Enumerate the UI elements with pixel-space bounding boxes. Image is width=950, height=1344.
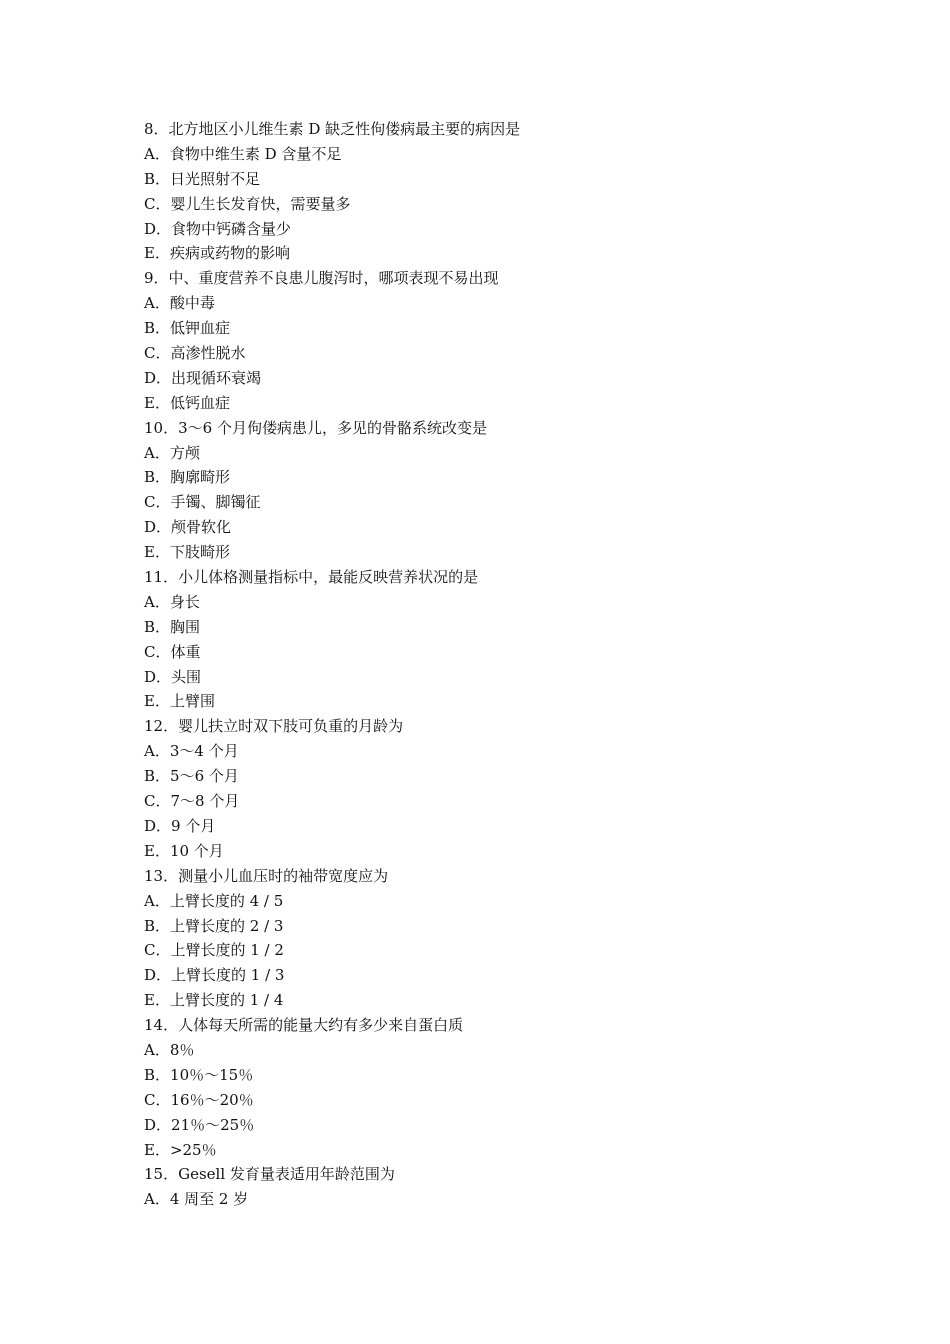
option-b: B．日光照射不足 (144, 169, 261, 188)
option-a: A．8％ (144, 1040, 195, 1059)
option-c: C．7～8 个月 (144, 792, 240, 811)
option-b: B．5～6 个月 (144, 767, 239, 786)
question-stem: 13．测量小儿血压时的袖带宽度应为 (144, 866, 389, 885)
option-b: B．低钾血症 (144, 319, 231, 338)
option-c: C．婴儿生长发育快，需要量多 (144, 194, 351, 213)
option-e: E．>25％ (144, 1140, 217, 1159)
option-a: A．食物中维生素 D 含量不足 (144, 144, 342, 163)
question-stem: 8．北方地区小儿维生素 D 缺乏性佝偻病最主要的病因是 (144, 120, 521, 138)
option-d: D．头围 (144, 667, 202, 686)
option-c: C．手镯、脚镯征 (144, 493, 261, 512)
option-a: A．上臂长度的 4 / 5 (144, 891, 284, 910)
question-stem: 15．Gesell 发育量表适用年龄范围为 (144, 1165, 395, 1184)
question-stem: 10．3～6 个月佝偻病患儿，多见的骨骼系统改变是 (144, 418, 487, 437)
option-a: A．3～4 个月 (144, 742, 239, 761)
option-a: A．身长 (144, 592, 200, 611)
option-d: D．上臂长度的 1 / 3 (144, 966, 285, 985)
option-d: D．颅骨软化 (144, 518, 232, 537)
option-b: B．胸廓畸形 (144, 468, 231, 487)
question-stem: 14．人体每天所需的能量大约有多少来自蛋白质 (144, 1016, 464, 1035)
option-b: B．胸围 (144, 617, 201, 636)
option-a: A．方颅 (144, 443, 200, 462)
option-a: A．4 周至 2 岁 (144, 1190, 249, 1209)
option-b: B．10％～15％ (144, 1065, 254, 1084)
option-e: E．下肢畸形 (144, 543, 230, 562)
option-c: C．高渗性脱水 (144, 344, 246, 363)
option-d: D．食物中钙磷含量少 (144, 219, 292, 238)
option-c: C．上臂长度的 1 / 2 (144, 941, 284, 960)
option-e: E．上臂长度的 1 / 4 (144, 991, 284, 1010)
option-d: D．9 个月 (144, 816, 216, 835)
option-c: C．体重 (144, 642, 201, 661)
option-e: E．上臂围 (144, 692, 215, 711)
option-e: E．疾病或药物的影响 (144, 244, 290, 263)
question-stem: 11．小儿体格测量指标中，最能反映营养状况的是 (144, 568, 479, 587)
question-stem: 12．婴儿扶立时双下肢可负重的月龄为 (144, 717, 404, 736)
option-d: D．21％～25％ (144, 1115, 255, 1134)
option-a: A．酸中毒 (144, 294, 215, 313)
option-c: C．16％～20％ (144, 1090, 254, 1109)
question-stem: 9．中、重度营养不良患儿腹泻时，哪项表现不易出现 (144, 269, 499, 288)
option-e: E．10 个月 (144, 841, 224, 860)
option-e: E．低钙血症 (144, 393, 230, 412)
option-b: B．上臂长度的 2 / 3 (144, 916, 284, 935)
question-list (144, 117, 844, 1212)
option-d: D．出现循环衰竭 (144, 368, 262, 387)
